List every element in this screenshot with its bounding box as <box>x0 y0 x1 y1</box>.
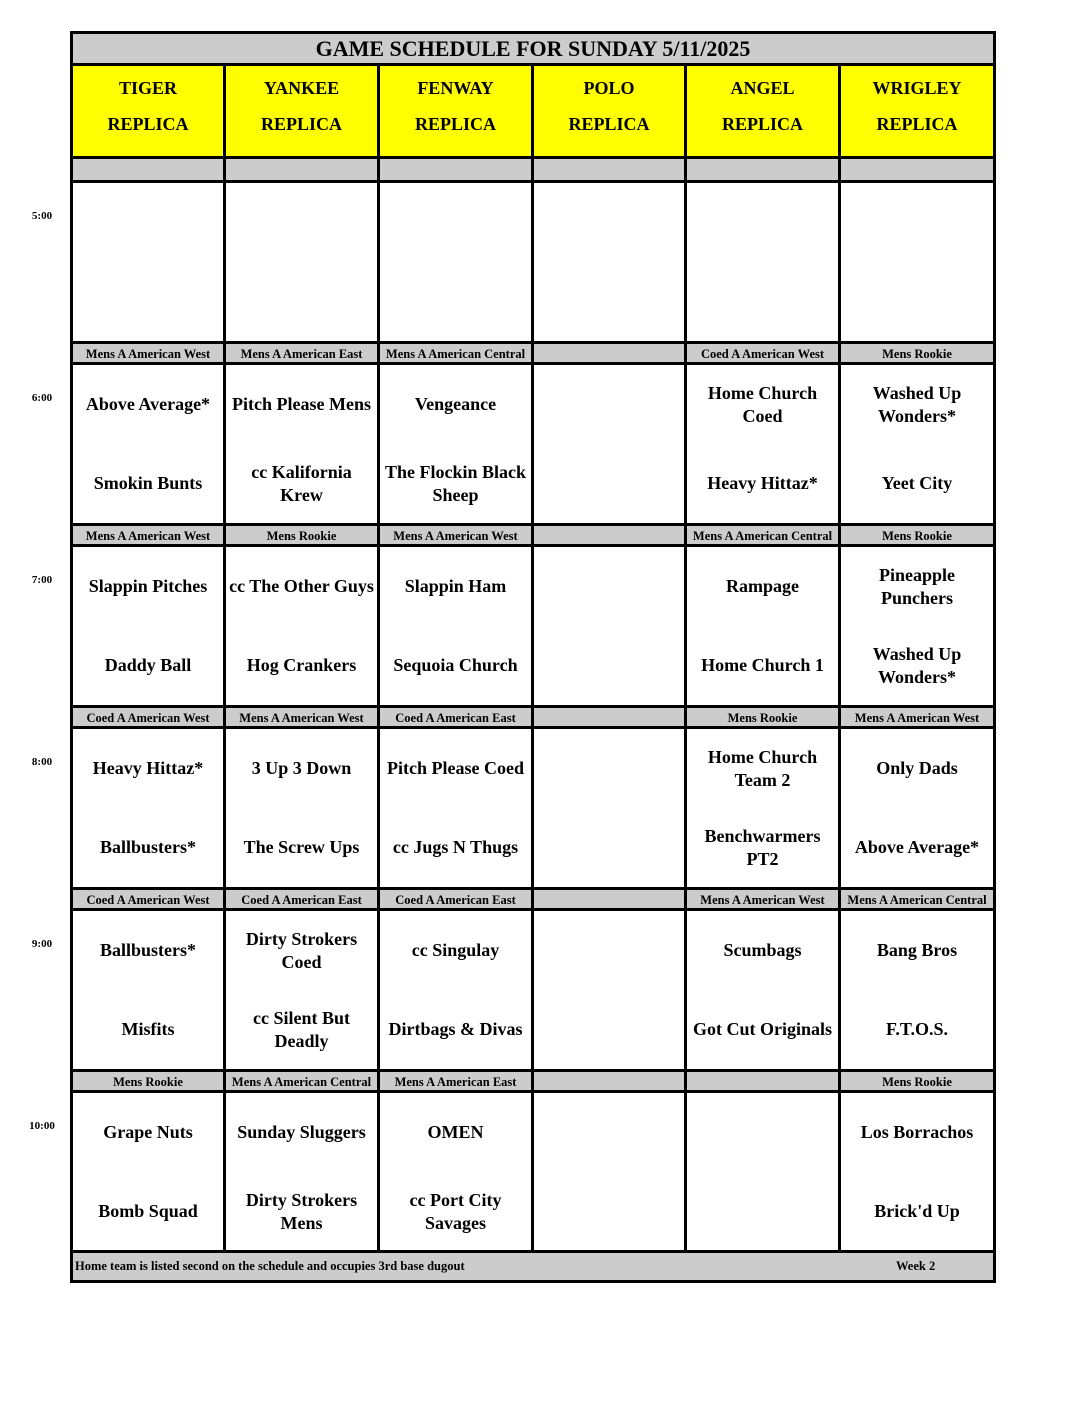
game-cell <box>226 547 380 705</box>
division-row <box>73 705 993 729</box>
home-team <box>226 990 377 1069</box>
field-header-row <box>73 66 993 159</box>
away-team <box>687 911 838 990</box>
away-team-name: Only Dads <box>876 758 958 778</box>
away-team-name: Pitch Please Mens <box>232 394 371 414</box>
home-team-name: Ballbusters* <box>99 837 196 857</box>
away-team <box>380 183 531 262</box>
game-cell <box>841 547 993 705</box>
home-team <box>534 1172 684 1251</box>
away-team <box>687 729 838 808</box>
home-team-name: cc Kalifornia Krew <box>251 461 352 505</box>
away-team-name: Rampage <box>726 576 799 596</box>
home-team <box>534 808 684 887</box>
field-name: YANKEE <box>263 78 340 98</box>
field-name: TIGER <box>118 78 178 98</box>
division-label: Mens A American West <box>687 887 841 911</box>
home-team <box>687 808 838 887</box>
home-team <box>380 444 531 523</box>
game-cell <box>380 547 534 705</box>
home-team-name: Misfits <box>121 1019 175 1039</box>
away-team-name: Heavy Hittaz* <box>92 758 204 778</box>
game-cell <box>841 911 993 1069</box>
division-label <box>841 159 993 183</box>
away-team-name: OMEN <box>427 1122 484 1142</box>
away-team-name: 3 Up 3 Down <box>251 758 352 778</box>
away-team-name: cc The Other Guys <box>229 576 374 596</box>
away-team-name: Pineapple Punchers <box>878 564 955 608</box>
home-team <box>380 990 531 1069</box>
home-team <box>687 444 838 523</box>
away-team <box>73 729 223 808</box>
away-team <box>534 183 684 262</box>
division-label <box>687 159 841 183</box>
game-cell <box>534 729 687 887</box>
division-label <box>534 705 687 729</box>
home-team <box>687 1172 838 1251</box>
home-team <box>841 1172 993 1251</box>
game-cell <box>226 183 380 341</box>
away-team <box>534 547 684 626</box>
game-cell <box>841 365 993 523</box>
away-team <box>380 365 531 444</box>
field-name: FENWAY <box>417 78 494 98</box>
game-cell <box>226 365 380 523</box>
field-name: POLO <box>583 78 635 98</box>
game-row <box>73 1093 993 1251</box>
away-team-name: Home Church Coed <box>707 382 818 426</box>
away-team <box>841 729 993 808</box>
away-team <box>841 183 993 262</box>
game-cell <box>73 183 226 341</box>
home-team <box>380 1172 531 1251</box>
game-cell <box>841 729 993 887</box>
game-cell <box>534 365 687 523</box>
division-label <box>380 159 534 183</box>
home-team <box>226 1172 377 1251</box>
away-team-name: Slappin Ham <box>404 576 507 596</box>
home-team-name: Bomb Squad <box>98 1201 198 1221</box>
game-row <box>73 911 993 1069</box>
footer-note: Home team is listed second on the schedule and occupies 3rd base dugout <box>75 1259 465 1273</box>
week-label: Week 2 <box>896 1259 936 1273</box>
away-team <box>226 183 377 262</box>
game-cell <box>534 1093 687 1251</box>
field-subtitle: REPLICA <box>568 114 650 134</box>
away-team <box>687 365 838 444</box>
game-cell <box>73 1093 226 1251</box>
away-team-name: Washed Up Wonders* <box>872 382 962 426</box>
home-team-name: Hog Crankers <box>246 655 357 675</box>
away-team <box>534 729 684 808</box>
time-slot-label: 7:00 <box>31 574 53 586</box>
game-cell <box>73 365 226 523</box>
home-team-name: Dirtbags & Divas <box>388 1019 523 1039</box>
home-team-name: Got Cut Originals <box>692 1019 832 1039</box>
home-team <box>687 262 838 341</box>
game-cell <box>380 911 534 1069</box>
home-team <box>380 262 531 341</box>
home-team-name: Benchwarmers PT2 <box>704 825 821 869</box>
away-team <box>73 1093 223 1172</box>
game-cell <box>380 365 534 523</box>
division-row <box>73 887 993 911</box>
time-slot-label: 8:00 <box>31 756 53 768</box>
home-team <box>73 808 223 887</box>
home-team-name: Yeet City <box>881 473 953 493</box>
home-team <box>841 808 993 887</box>
division-label <box>534 341 687 365</box>
division-label: Mens A American West <box>226 705 380 729</box>
field-header-5 <box>841 66 993 159</box>
away-team <box>380 1093 531 1172</box>
home-team <box>841 262 993 341</box>
home-team-name: cc Silent But Deadly <box>253 1007 350 1051</box>
game-cell <box>534 183 687 341</box>
game-cell <box>841 1093 993 1251</box>
away-team <box>380 547 531 626</box>
home-team <box>534 262 684 341</box>
game-cell <box>73 911 226 1069</box>
away-team <box>73 365 223 444</box>
away-team-name: Above Average* <box>85 394 211 414</box>
game-row <box>73 729 993 887</box>
away-team <box>534 365 684 444</box>
home-team <box>687 626 838 705</box>
home-team-name: Smokin Bunts <box>93 473 203 493</box>
away-team <box>841 1093 993 1172</box>
time-slot-label: 10:00 <box>29 1120 55 1132</box>
division-label: Mens A American Central <box>841 887 993 911</box>
away-team-name: Grape Nuts <box>103 1122 193 1142</box>
home-team-name: Daddy Ball <box>104 655 192 675</box>
field-header-4 <box>687 66 841 159</box>
field-header-1 <box>226 66 380 159</box>
division-label: Mens A American West <box>841 705 993 729</box>
schedule-title: GAME SCHEDULE FOR SUNDAY 5/11/2025 <box>73 34 993 66</box>
away-team <box>687 1093 838 1172</box>
division-label: Coed A American West <box>73 887 226 911</box>
division-label: Coed A American East <box>380 887 534 911</box>
division-label: Mens Rookie <box>73 1069 226 1093</box>
field-name: WRIGLEY <box>872 78 962 98</box>
game-cell <box>73 729 226 887</box>
game-cell <box>687 1093 841 1251</box>
time-slot-label: 6:00 <box>31 392 53 404</box>
away-team <box>534 911 684 990</box>
home-team <box>73 626 223 705</box>
division-row <box>73 1069 993 1093</box>
division-label <box>73 159 226 183</box>
home-team <box>380 626 531 705</box>
time-slot-label: 5:00 <box>31 210 53 222</box>
away-team <box>841 365 993 444</box>
game-cell <box>534 547 687 705</box>
away-team <box>73 183 223 262</box>
home-team-name: cc Port City Savages <box>409 1189 502 1233</box>
away-team-name: Slappin Pitches <box>88 576 208 596</box>
field-subtitle: REPLICA <box>107 114 189 134</box>
home-team <box>687 990 838 1069</box>
division-label <box>687 1069 841 1093</box>
field-header-0 <box>73 66 226 159</box>
away-team <box>380 729 531 808</box>
away-team <box>226 547 377 626</box>
division-label: Mens A American Central <box>226 1069 380 1093</box>
away-team-name: Sunday Sluggers <box>237 1122 366 1142</box>
field-subtitle: REPLICA <box>260 114 342 134</box>
game-cell <box>226 729 380 887</box>
home-team <box>841 990 993 1069</box>
home-team <box>73 444 223 523</box>
home-team-name: Above Average* <box>854 837 980 857</box>
home-team <box>226 262 377 341</box>
game-cell <box>73 547 226 705</box>
home-team <box>226 626 377 705</box>
away-team-name: Bang Bros <box>876 940 958 960</box>
away-team <box>73 547 223 626</box>
division-label: Mens Rookie <box>226 523 380 547</box>
home-team-name: The Flockin Black Sheep <box>384 461 527 505</box>
away-team <box>687 547 838 626</box>
home-team <box>73 1172 223 1251</box>
division-label: Mens A American Central <box>687 523 841 547</box>
division-label: Mens A American West <box>73 523 226 547</box>
game-cell <box>687 183 841 341</box>
division-label: Mens A American East <box>226 341 380 365</box>
away-team <box>226 729 377 808</box>
home-team-name: Heavy Hittaz* <box>707 473 818 493</box>
division-label: Mens Rookie <box>841 341 993 365</box>
game-row <box>73 365 993 523</box>
field-subtitle: REPLICA <box>721 114 803 134</box>
schedule-sheet <box>70 31 996 1283</box>
home-team <box>226 444 377 523</box>
division-label: Mens A American West <box>73 341 226 365</box>
home-team-name: Sequoia Church <box>393 655 518 675</box>
game-cell <box>380 729 534 887</box>
division-label: Coed A American West <box>687 341 841 365</box>
away-team <box>226 365 377 444</box>
home-team <box>534 990 684 1069</box>
game-cell <box>687 911 841 1069</box>
away-team <box>841 911 993 990</box>
away-team-name: cc Singulay <box>411 940 500 960</box>
home-team <box>534 626 684 705</box>
away-team-name: Scumbags <box>723 940 802 960</box>
game-cell <box>687 365 841 523</box>
footer-bar <box>73 1250 993 1280</box>
division-label: Coed A American West <box>73 705 226 729</box>
home-team <box>534 444 684 523</box>
home-team <box>380 808 531 887</box>
game-row <box>73 183 993 341</box>
division-row <box>73 341 993 365</box>
field-header-3 <box>534 66 687 159</box>
field-header-2 <box>380 66 534 159</box>
game-cell <box>534 911 687 1069</box>
division-label: Mens Rookie <box>687 705 841 729</box>
field-name: ANGEL <box>730 78 795 98</box>
away-team-name: Pitch Please Coed <box>387 758 524 778</box>
away-team-name: Home Church Team 2 <box>707 746 818 790</box>
away-team <box>226 1093 377 1172</box>
away-team <box>226 911 377 990</box>
division-label <box>534 887 687 911</box>
division-label: Mens A American Central <box>380 341 534 365</box>
field-subtitle: REPLICA <box>414 114 496 134</box>
away-team-name: Ballbusters* <box>99 940 196 960</box>
home-team-name: F.T.O.S. <box>885 1019 949 1039</box>
away-team <box>687 183 838 262</box>
division-label <box>226 159 380 183</box>
division-row <box>73 523 993 547</box>
away-team-name: Dirty Strokers Coed <box>245 928 358 972</box>
home-team-name: cc Jugs N Thugs <box>392 837 519 857</box>
game-cell <box>841 183 993 341</box>
home-team-name: Dirty Strokers Mens <box>245 1189 358 1233</box>
division-label <box>534 523 687 547</box>
game-cell <box>226 1093 380 1251</box>
game-cell <box>380 1093 534 1251</box>
game-cell <box>380 183 534 341</box>
away-team-name: Los Borrachos <box>860 1122 974 1142</box>
away-team <box>380 911 531 990</box>
home-team <box>841 444 993 523</box>
home-team <box>73 262 223 341</box>
home-team <box>841 626 993 705</box>
game-cell <box>687 729 841 887</box>
division-label: Mens Rookie <box>841 1069 993 1093</box>
game-cell <box>226 911 380 1069</box>
division-label: Coed A American East <box>380 705 534 729</box>
away-team-name: Vengeance <box>414 394 497 414</box>
home-team <box>73 990 223 1069</box>
division-row <box>73 159 993 183</box>
home-team-name: Brick'd Up <box>874 1201 960 1221</box>
division-label: Coed A American East <box>226 887 380 911</box>
home-team-name: Home Church 1 <box>701 655 824 675</box>
home-team <box>226 808 377 887</box>
game-row <box>73 547 993 705</box>
home-team-name: The Screw Ups <box>243 837 360 857</box>
away-team <box>534 1093 684 1172</box>
division-label: Mens Rookie <box>841 523 993 547</box>
home-team-name: Washed Up Wonders* <box>872 643 962 687</box>
time-slot-label: 9:00 <box>31 938 53 950</box>
game-cell <box>687 547 841 705</box>
division-label: Mens A American West <box>380 523 534 547</box>
away-team <box>73 911 223 990</box>
division-label <box>534 1069 687 1093</box>
division-label: Mens A American East <box>380 1069 534 1093</box>
away-team <box>841 547 993 626</box>
division-label <box>534 159 687 183</box>
field-subtitle: REPLICA <box>876 114 958 134</box>
